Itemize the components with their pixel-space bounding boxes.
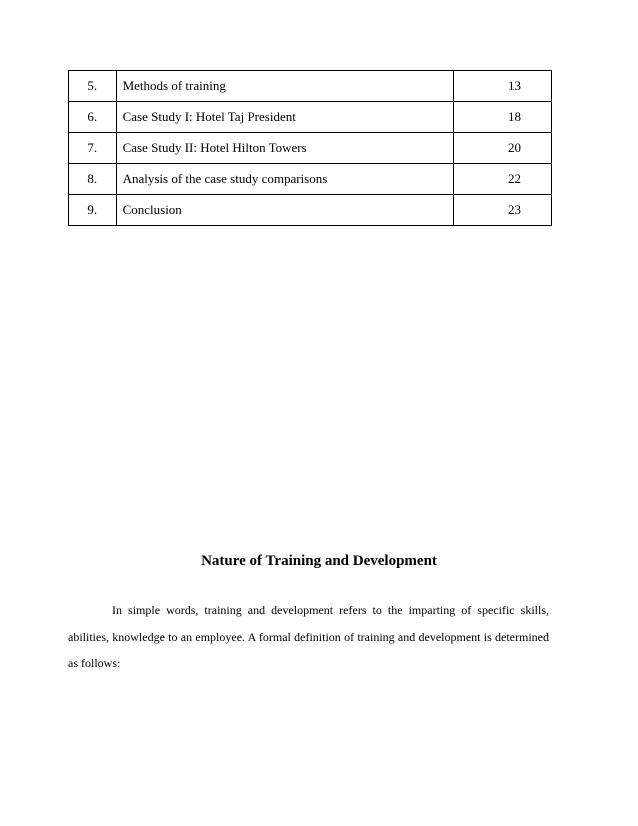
table-row bbox=[69, 164, 552, 195]
toc-title: Methods of training bbox=[116, 71, 453, 102]
toc-number: 8. bbox=[69, 164, 117, 195]
table-of-contents bbox=[68, 70, 552, 226]
toc-number: 9. bbox=[69, 195, 117, 226]
toc-page-number: 22 bbox=[454, 164, 552, 195]
table-row bbox=[69, 195, 552, 226]
table-row bbox=[69, 71, 552, 102]
toc-number: 6. bbox=[69, 102, 117, 133]
body-paragraph: In simple words, training and development refers to the imparting of specific skills, abilities, knowledge to an employee. A formal definition of training and development is determined as follows: bbox=[68, 603, 549, 670]
toc-number: 7. bbox=[69, 133, 117, 164]
toc-title: Case Study I: Hotel Taj President bbox=[116, 102, 453, 133]
toc-title: Conclusion bbox=[116, 195, 453, 226]
toc-page-number: 18 bbox=[454, 102, 552, 133]
section-heading: Nature of Training and Development bbox=[201, 553, 437, 569]
toc-page-number: 20 bbox=[454, 133, 552, 164]
table-row bbox=[69, 133, 552, 164]
toc-page-number: 13 bbox=[454, 71, 552, 102]
table-row bbox=[69, 102, 552, 133]
toc-page-number: 23 bbox=[454, 195, 552, 226]
toc-title: Analysis of the case study comparisons bbox=[116, 164, 453, 195]
toc-number: 5. bbox=[69, 71, 117, 102]
toc-title: Case Study II: Hotel Hilton Towers bbox=[116, 133, 453, 164]
